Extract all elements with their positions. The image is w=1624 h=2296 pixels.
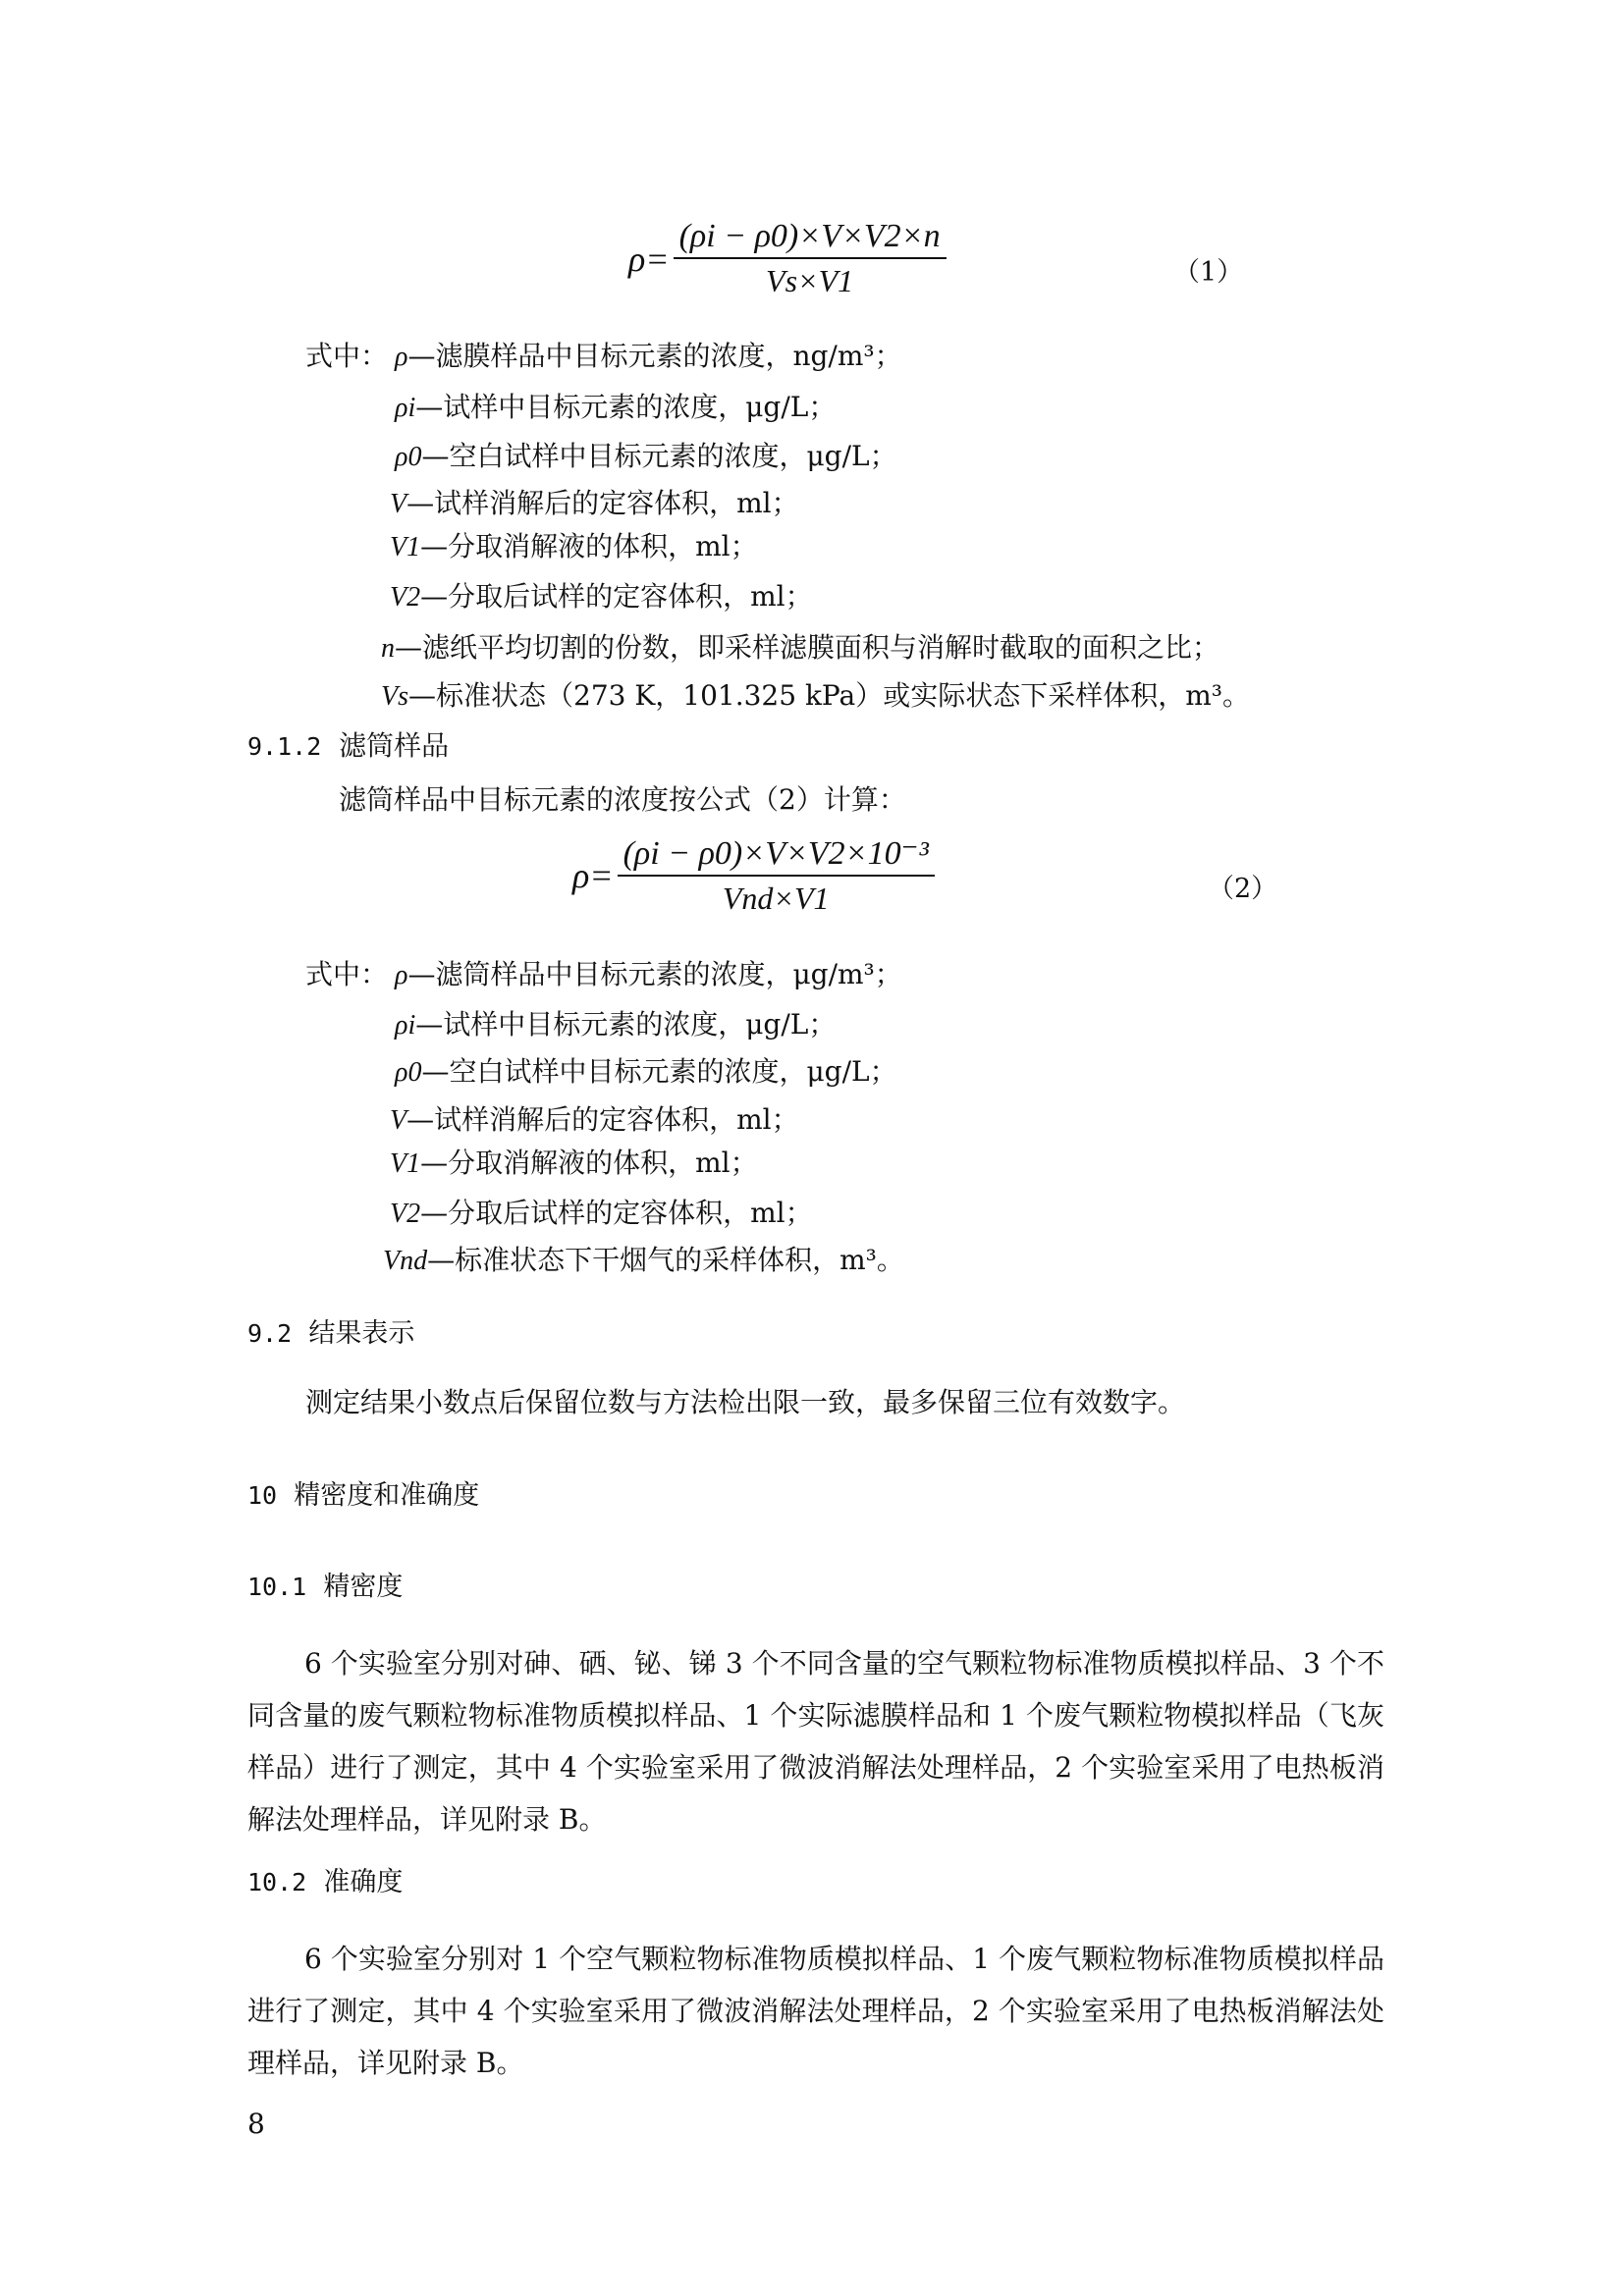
section-10-1-paragraph: 6 个实验室分别对砷、硒、铋、锑 3 个不同含量的空气颗粒物标准物质模拟样品、3 个不同含量的废气颗粒物标准物质模拟样品、1 个实际滤膜样品和 1 个废气颗粒物模拟样品（飞灰样品）进行了测定，其中 4 个实验室采用了微波消解法处理样品，2 个实验室采用了电热板消解法处理样品，详见附录 B。 xyxy=(247,1647,1384,1836)
equation-1 xyxy=(628,218,947,299)
symbol: Vnd xyxy=(383,1246,428,1276)
section-10-1-heading xyxy=(247,1571,403,1604)
section-title: 精密度和准确度 xyxy=(294,1480,480,1511)
symbol: V1 xyxy=(390,1148,421,1179)
definition-text: —试样消解后的定容体积，ml； xyxy=(406,1103,799,1136)
equation-1-denominator: Vs×V1 xyxy=(766,263,854,298)
defs2-lead: 式中： xyxy=(305,958,389,990)
symbol: ρ xyxy=(395,342,408,372)
equation-1-number: （1） xyxy=(1173,257,1244,288)
symbol: V1 xyxy=(390,532,421,562)
definition-text: —分取后试样的定容体积，ml； xyxy=(420,1197,813,1229)
section-9-2-heading xyxy=(247,1317,414,1351)
equation-2 xyxy=(572,833,935,917)
symbol: n xyxy=(381,633,395,664)
equation-1-fraction xyxy=(674,218,947,299)
section-10-heading xyxy=(247,1479,479,1513)
equation-1-lhs: ρ= xyxy=(628,239,670,279)
equation-2-number: （2） xyxy=(1208,874,1278,904)
symbol: ρi xyxy=(395,1010,416,1041)
definition-text: —试样中目标元素的浓度，μg/L； xyxy=(415,1008,837,1041)
equation-1-numerator: (ρi − ρ0)×V×V2×n xyxy=(674,218,947,259)
section-title: 准确度 xyxy=(323,1867,404,1897)
defs1-item xyxy=(395,340,902,374)
symbol: V2 xyxy=(390,582,421,613)
definition-text: —试样中目标元素的浓度，μg/L； xyxy=(415,391,837,423)
definition-text: —标准状态（273 K，101.325 kPa）或实际状态下采样体积，m³。 xyxy=(408,679,1250,712)
section-10-2-heading xyxy=(247,1866,403,1899)
defs2-item xyxy=(383,1244,904,1278)
page-number: 8 xyxy=(247,2108,265,2140)
section-9-1-2-heading xyxy=(247,729,449,764)
section-9-1-2-intro: 滤筒样品中目标元素的浓度按公式（2）计算： xyxy=(339,783,906,816)
symbol: ρi xyxy=(395,393,416,423)
section-title: 结果表示 xyxy=(308,1318,415,1349)
section-number: 10.2 xyxy=(247,1868,307,1896)
definition-text: —标准状态下干烟气的采样体积，m³。 xyxy=(427,1244,904,1276)
defs2-item xyxy=(390,1197,813,1231)
symbol: ρ xyxy=(395,960,408,990)
definition-text: —试样消解后的定容体积，ml； xyxy=(406,487,799,519)
section-title: 精密度 xyxy=(323,1572,404,1602)
section-10-2-paragraph: 6 个实验室分别对 1 个空气颗粒物标准物质模拟样品、1 个废气颗粒物标准物质模拟样品进行了测定，其中 4 个实验室采用了微波消解法处理样品，2 个实验室采用了电热板消解法处理样品，详见附录 B。 xyxy=(247,1943,1384,2079)
definition-text: —滤膜样品中目标元素的浓度，ng/m³； xyxy=(407,340,902,372)
defs1-item xyxy=(395,391,836,425)
section-number: 9.2 xyxy=(247,1319,293,1348)
section-number: 9.1.2 xyxy=(247,732,322,761)
equation-2-numerator: (ρi − ρ0)×V×V2×10⁻³ xyxy=(618,833,935,877)
defs1-item xyxy=(390,487,799,521)
defs1-item xyxy=(390,580,813,614)
section-9-2-text: 测定结果小数点后保留位数与方法检出限一致，最多保留三位有效数字。 xyxy=(305,1386,1186,1418)
equation-2-fraction xyxy=(618,833,935,917)
equation-2-denominator: Vnd×V1 xyxy=(722,881,830,916)
defs1-item xyxy=(381,631,1219,666)
section-number: 10 xyxy=(247,1481,278,1510)
symbol: V2 xyxy=(390,1199,421,1229)
defs2-item xyxy=(390,1103,799,1138)
defs1-lead: 式中： xyxy=(305,340,389,372)
defs2-item xyxy=(395,1008,836,1042)
equation-2-lhs: ρ= xyxy=(572,855,614,895)
defs1-item xyxy=(395,440,897,474)
defs1-item xyxy=(381,679,1250,714)
definition-text: —空白试样中目标元素的浓度，μg/L； xyxy=(421,1055,897,1088)
defs1-item xyxy=(390,530,758,564)
definition-text: —分取后试样的定容体积，ml； xyxy=(420,580,813,613)
definition-text: —滤纸平均切割的份数，即采样滤膜面积与消解时截取的面积之比； xyxy=(395,631,1220,664)
symbol: ρ0 xyxy=(395,1057,422,1088)
symbol: V xyxy=(390,489,407,519)
defs2-item xyxy=(395,958,902,992)
section-number: 10.1 xyxy=(247,1573,307,1601)
defs2-item xyxy=(395,1055,897,1090)
symbol: V xyxy=(390,1105,407,1136)
defs2-item xyxy=(390,1147,758,1181)
symbol: Vs xyxy=(381,681,408,712)
definition-text: —滤筒样品中目标元素的浓度，μg/m³； xyxy=(407,958,902,990)
definition-text: —分取消解液的体积，ml； xyxy=(420,1147,758,1179)
definition-text: —空白试样中目标元素的浓度，μg/L； xyxy=(421,440,897,472)
definition-text: —分取消解液的体积，ml； xyxy=(420,530,758,562)
section-title: 滤筒样品 xyxy=(339,729,450,762)
symbol: ρ0 xyxy=(395,442,422,472)
